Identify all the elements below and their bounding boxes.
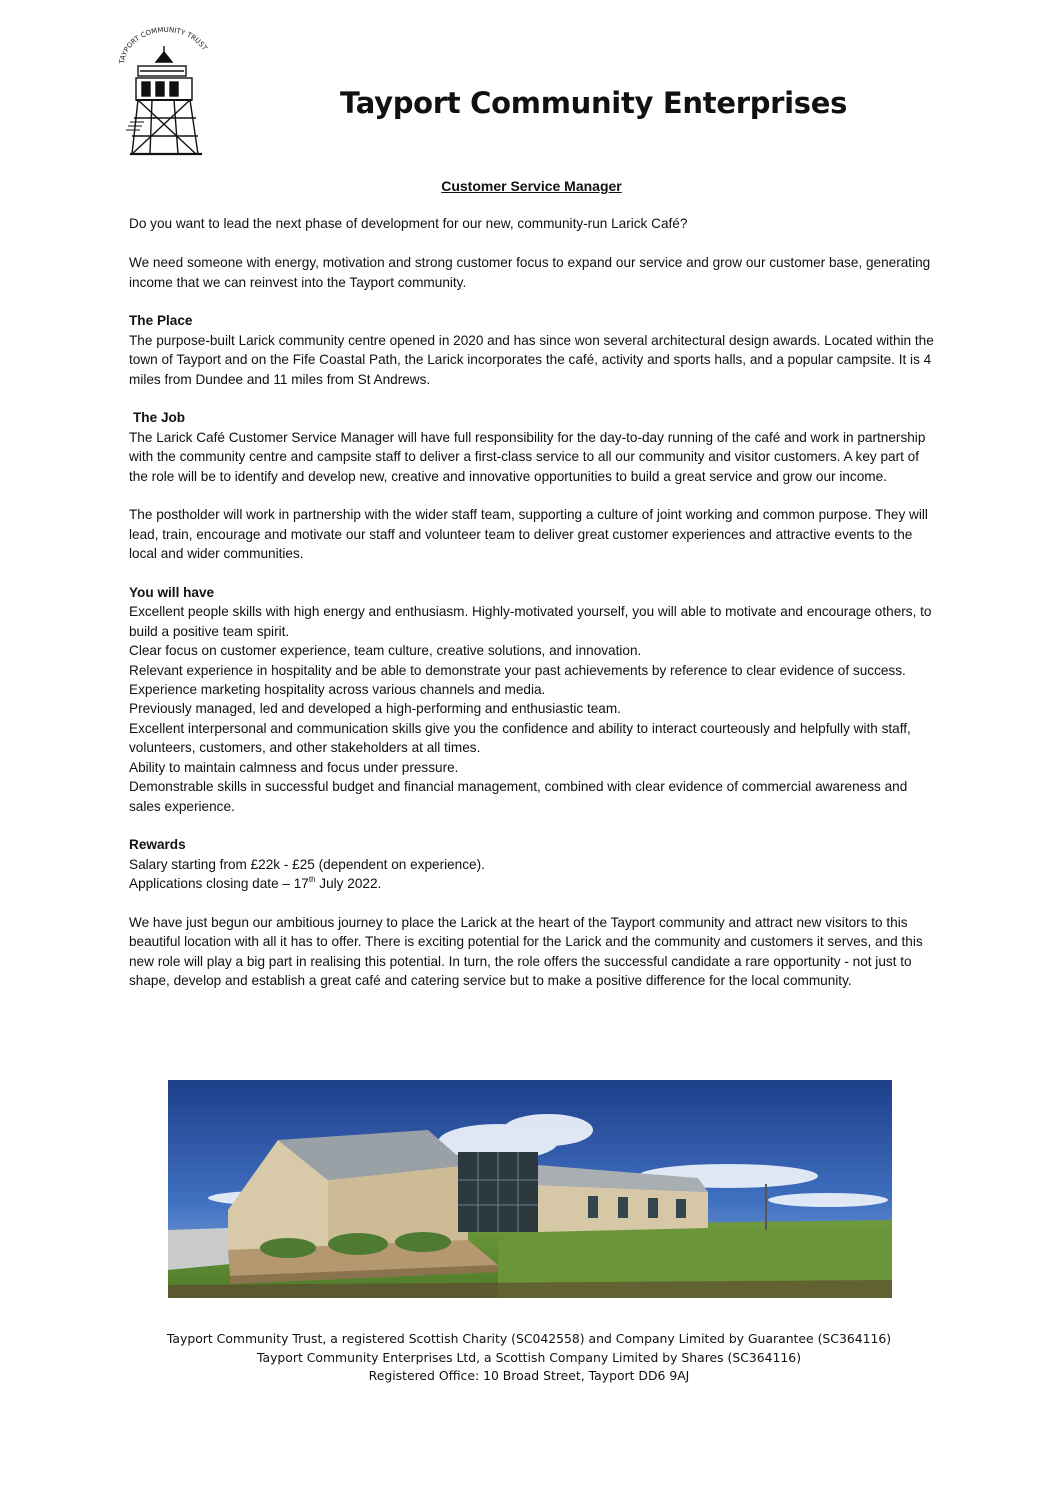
closing-paragraph: We have just begun our ambitious journey to place the Larick at the heart of the Tayport community and attract new visitors to this beautiful location with all it has to offer. There is exciting potential for the Larick and the community and customers it serves, and this new role will play a big part in realising this potential. In turn, the role offers the successful candidate a rare opportunity - not just to shape, develop and establish a great café and catering service but to make a positive difference for the local community. (129, 914, 923, 989)
list-item: Ability to maintain calmness and focus under pressure. (129, 759, 459, 775)
logo-arc-text: TAYPORT COMMUNITY TRUST (118, 26, 209, 65)
organisation-name: Tayport Community Enterprises (340, 86, 848, 120)
list-item: Clear focus on customer experience, team culture, creative solutions, and innovation. (129, 643, 642, 659)
list-item: Demonstrable skills in successful budget and financial management, combined with clear evidence of commercial awareness and sales experience. (129, 779, 908, 814)
place-heading: The Place (129, 313, 193, 329)
footer (0, 1330, 1058, 1386)
footer-line-1: Tayport Community Trust, a registered Scottish Charity (SC042558) and Company Limited by Guarantee (SC364116) (166, 1331, 892, 1346)
requirements-heading: You will have (129, 585, 215, 601)
tayport-community-trust-seal-icon (110, 26, 218, 158)
intro-paragraph: Do you want to lead the next phase of development for our new, community-run Larick Café? (129, 216, 688, 232)
list-item: Relevant experience in hospitality and be able to demonstrate your past achievements by reference to clear evidence of success. (129, 662, 906, 678)
pitch-paragraph: We need someone with energy, motivation and strong customer focus to expand our service and grow our customer base, generating income that we can reinvest into the Tayport community. (129, 255, 931, 290)
logo (110, 26, 218, 158)
list-item: Excellent interpersonal and communication skills give you the confidence and ability to interact courteously and helpfully with staff, volunteers, customers, and other stakeholders at all times. (129, 720, 911, 756)
closing-date-suffix-sup: th (308, 874, 316, 884)
list-item: Excellent people skills with high energy and enthusiasm. Highly-motivated yourself, you will able to motivate and encourage others, to build a positive team spirit. (129, 604, 932, 639)
requirements-list (129, 602, 934, 815)
salary-text: Salary starting from £22k - £25 (dependent on experience). (129, 856, 485, 872)
closing-date-prefix: Applications closing date – 17 (129, 876, 309, 892)
closing-date-month: July 2022. (315, 876, 382, 892)
rewards-heading: Rewards (129, 837, 186, 853)
footer-line-3: Registered Office: 10 Broad Street, Tayport DD6 9AJ (368, 1368, 690, 1384)
list-item: Experience marketing hospitality across various channels and media. (129, 682, 546, 698)
closing-date (129, 874, 934, 893)
job-paragraph-1: The Larick Café Customer Service Manager will have full responsibility for the day-to-day running of the café and work in partnership with the community centre and campsite staff to deliver a first-class service to all our community and visitor customers. A key part of the role will be to identify and develop new, creative and innovative opportunities to build a great service and grow our income. (129, 429, 926, 484)
larick-centre-building-photo-icon (168, 1080, 892, 1298)
job-title: Customer Service Manager (441, 178, 622, 194)
job-heading: The Job (133, 410, 186, 426)
job-paragraph-2: The postholder will work in partnership with the wider staff team, supporting a culture of joint working and common purpose. They will lead, train, encourage and motivate our staff and volunteer team to deliver great customer experiences and attractive events to the local and wider communities. (129, 507, 928, 562)
footer-line-2: Tayport Community Enterprises Ltd, a Scottish Company Limited by Shares (SC364116) (256, 1349, 802, 1365)
place-paragraph: The purpose-built Larick community centre opened in 2020 and has since won several architectural design awards. Located within the town of Tayport and on the Fife Coastal Path, the Larick incorporates the café, activity and sports halls, and a popular campsite. It is 4 miles from Dundee and 11 miles from St Andrews. (129, 332, 934, 387)
job-advert-body (129, 177, 934, 1010)
rewards-block (129, 855, 934, 894)
list-item: Previously managed, led and developed a high-performing and enthusiastic team. (129, 701, 621, 717)
larick-centre-photo (168, 1080, 892, 1298)
